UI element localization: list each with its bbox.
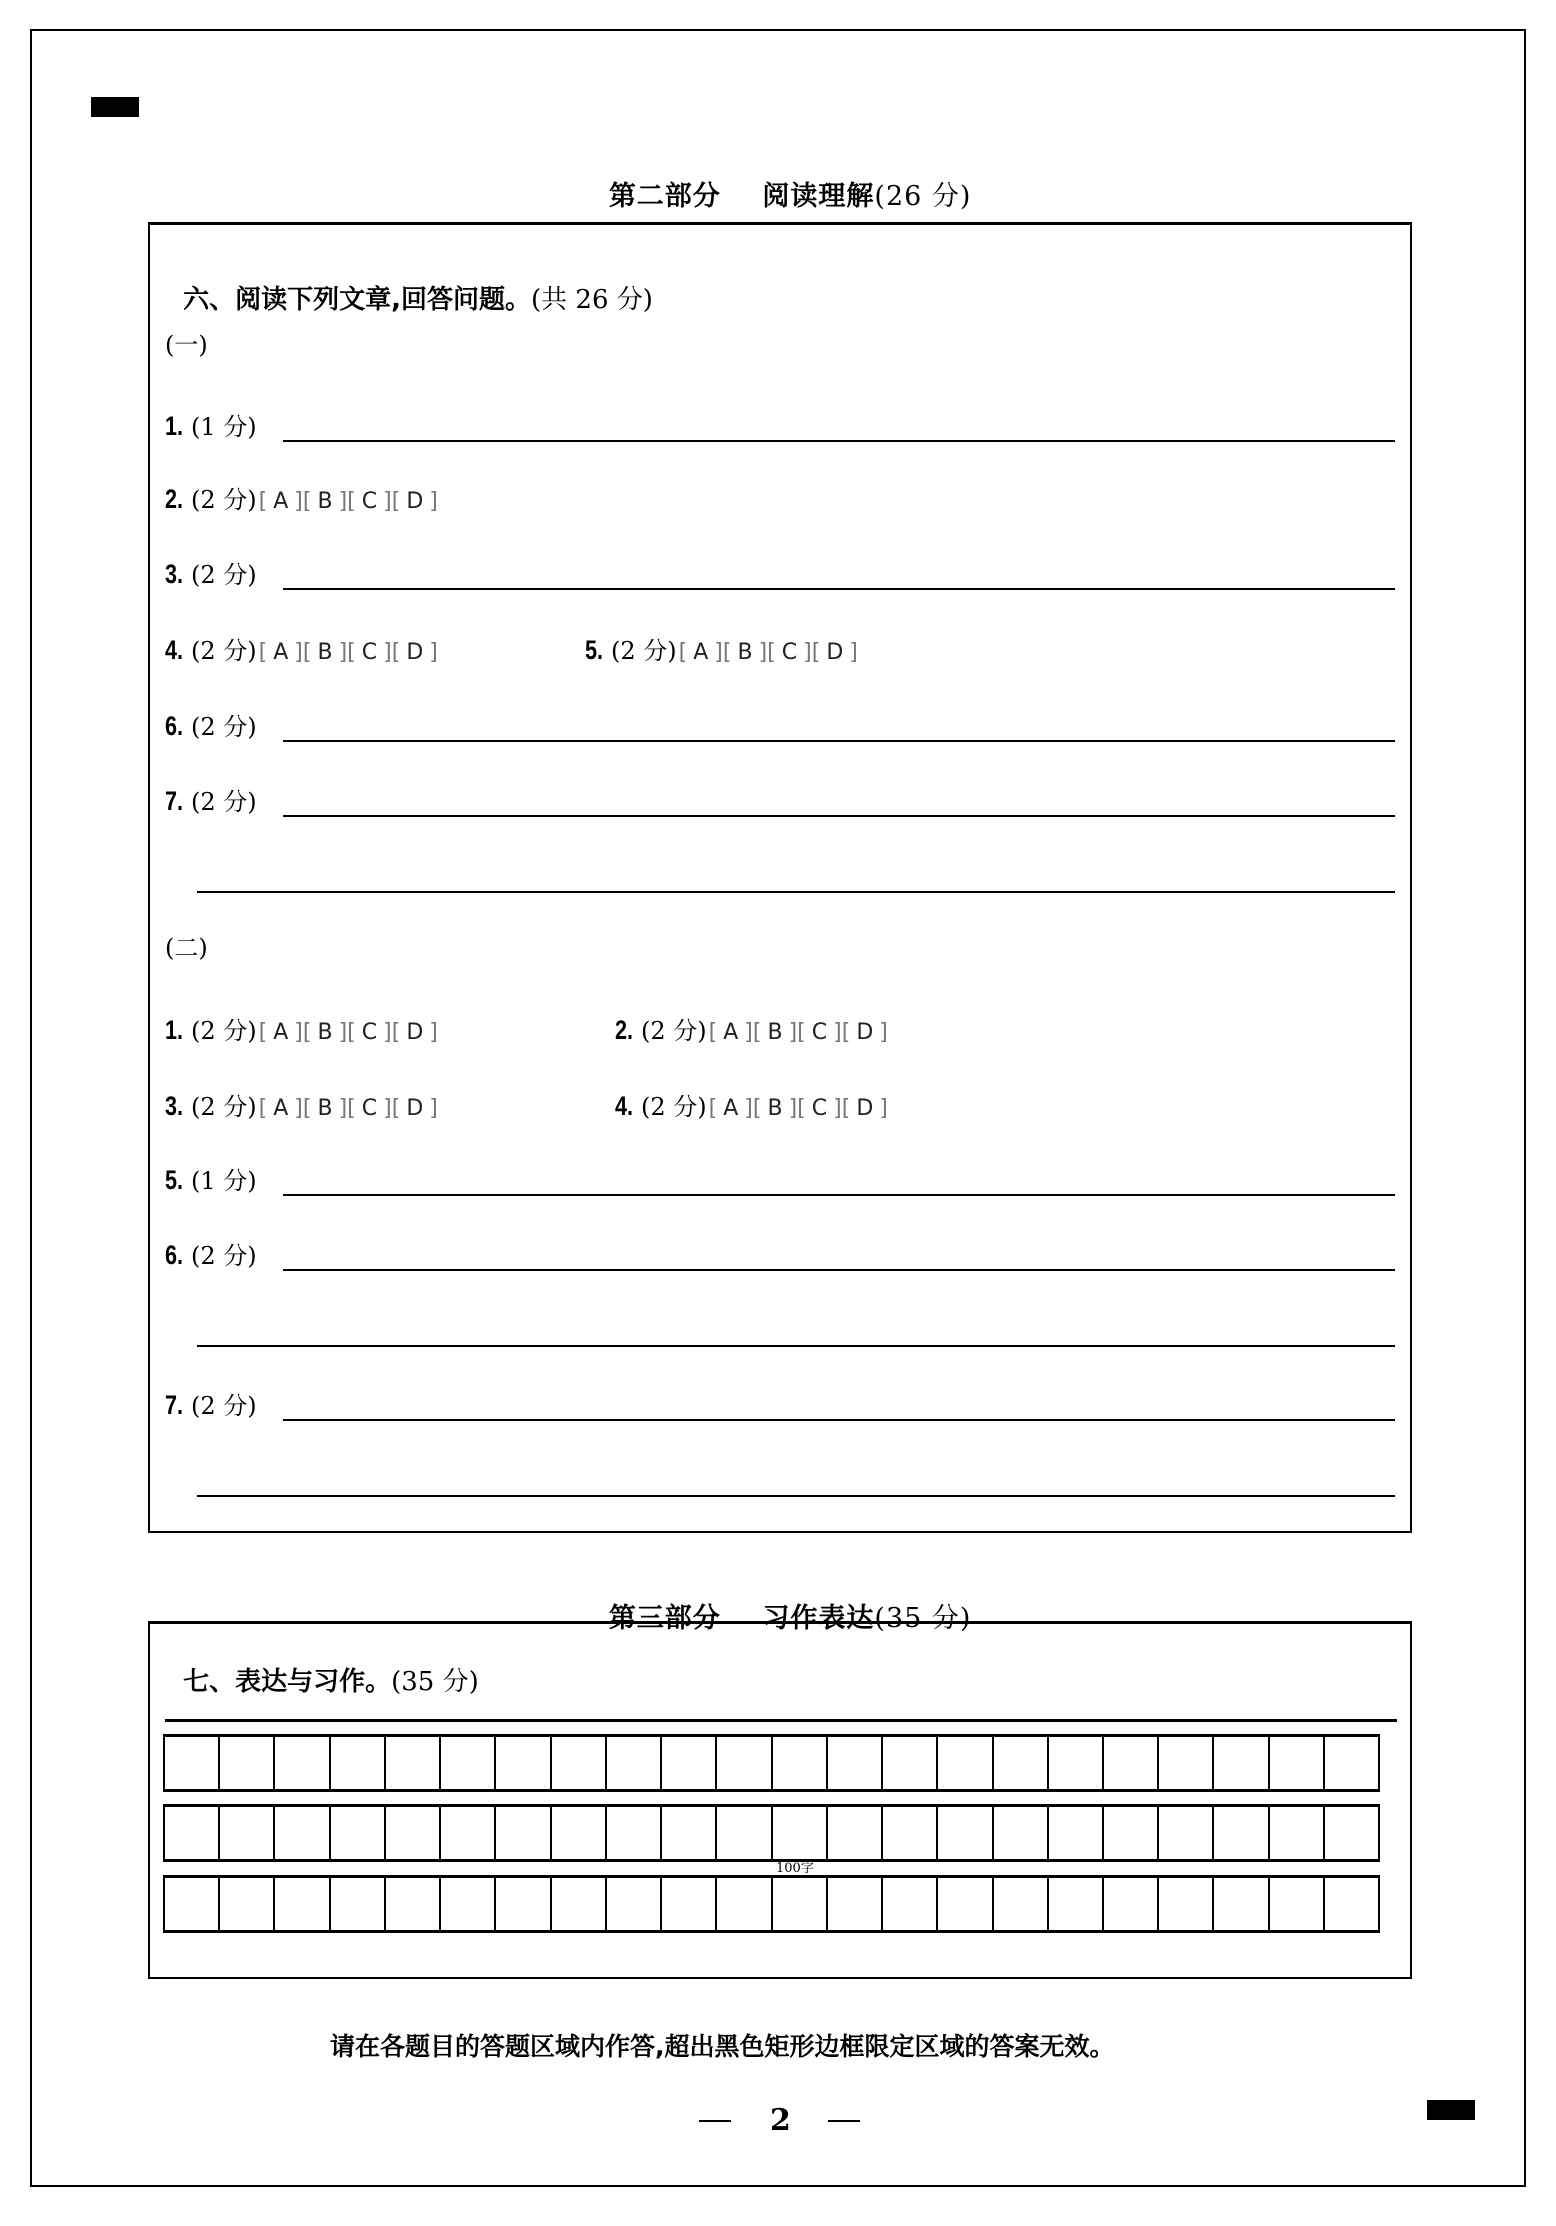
grid-cell[interactable] xyxy=(662,1878,717,1930)
question-number: 6. xyxy=(165,1240,184,1270)
page-number: 2 xyxy=(770,2103,791,2138)
choice-options xyxy=(259,1094,438,1124)
bracket-open: [ xyxy=(258,1096,268,1121)
grid-cell[interactable] xyxy=(607,1807,662,1859)
bracket-close: ] xyxy=(429,1020,438,1045)
part2-heading-label: 第二部分 xyxy=(608,181,721,212)
question-number: 2. xyxy=(165,484,184,514)
choice-option-d[interactable] xyxy=(842,1018,888,1048)
grid-cell[interactable] xyxy=(552,1807,607,1859)
bracket-open: [ xyxy=(841,1096,851,1121)
option-letter: A xyxy=(273,489,289,514)
section6-passage1-question-2 xyxy=(165,484,438,517)
section6-passage2-question-6-answer-line[interactable] xyxy=(283,1269,1395,1271)
option-letter: A xyxy=(273,1020,289,1045)
question-score: (2 分) xyxy=(611,637,677,665)
option-letter: D xyxy=(406,640,424,665)
grid-cell[interactable] xyxy=(1104,1807,1159,1859)
grid-cell[interactable] xyxy=(1270,1807,1325,1859)
grid-cell[interactable] xyxy=(1214,1878,1269,1930)
bracket-open: [ xyxy=(841,1020,851,1045)
bracket-close: ] xyxy=(833,1020,842,1045)
grid-cell[interactable] xyxy=(496,1737,551,1789)
bracket-open: [ xyxy=(678,640,688,665)
section6-passage2-question-7 xyxy=(165,1390,257,1421)
bracket-close: ] xyxy=(338,489,348,514)
grid-cell[interactable] xyxy=(883,1737,938,1789)
grid-cell[interactable] xyxy=(1159,1807,1214,1859)
passage2-label: (二) xyxy=(165,934,208,962)
option-letter: C xyxy=(811,1096,828,1121)
question-score: (2 分) xyxy=(191,637,257,665)
option-letter: C xyxy=(811,1020,828,1045)
section6-passage2-question-1 xyxy=(165,1015,438,1048)
bracket-open: [ xyxy=(767,640,776,665)
grid-cell[interactable] xyxy=(441,1807,496,1859)
section6-passage1-question-3 xyxy=(165,559,257,590)
grid-cell[interactable] xyxy=(1049,1878,1104,1930)
question-score: (2 分) xyxy=(191,788,257,816)
choice-options xyxy=(259,638,438,668)
choice-option-c[interactable] xyxy=(797,1094,842,1124)
choice-option-a[interactable] xyxy=(679,638,723,668)
grid-cell[interactable] xyxy=(773,1737,828,1789)
option-letter: B xyxy=(317,640,333,665)
grid-cell[interactable] xyxy=(662,1737,717,1789)
choice-option-a[interactable] xyxy=(259,1094,303,1124)
grid-row-1 xyxy=(163,1734,1380,1792)
bracket-open: [ xyxy=(391,1020,401,1045)
question-number: 3. xyxy=(165,1091,184,1121)
bracket-close: ] xyxy=(849,640,858,665)
bracket-open: [ xyxy=(752,1020,762,1045)
grid-cell[interactable] xyxy=(938,1807,993,1859)
part3-heading-name: 习作表达 xyxy=(762,1603,875,1634)
choice-option-a[interactable] xyxy=(259,638,303,668)
question-score: (2 分) xyxy=(191,713,257,741)
grid-cell[interactable] xyxy=(717,1878,772,1930)
page-number-dash-right xyxy=(828,2120,860,2122)
section6-passage2-question-4 xyxy=(615,1091,888,1124)
grid-cell[interactable] xyxy=(386,1807,441,1859)
section6-passage2-question-5 xyxy=(165,1165,257,1196)
bracket-close: ] xyxy=(383,1020,392,1045)
choice-option-a[interactable] xyxy=(259,1018,303,1048)
section6-passage1-question-7 xyxy=(165,786,257,817)
word-count-label: 100字 xyxy=(776,1861,814,1876)
bracket-open: [ xyxy=(302,1020,312,1045)
question-number: 7. xyxy=(165,786,184,816)
grid-cell[interactable] xyxy=(773,1878,828,1930)
question-number: 1. xyxy=(165,1015,184,1045)
choice-option-d[interactable] xyxy=(392,638,438,668)
question-number: 4. xyxy=(165,635,184,665)
section6-passage1-question-1 xyxy=(165,411,257,442)
choice-option-c[interactable] xyxy=(797,1018,842,1048)
registration-marker-bottom-right xyxy=(1427,2100,1475,2120)
question-score: (2 分) xyxy=(191,561,257,589)
bracket-close: ] xyxy=(803,640,812,665)
option-letter: A xyxy=(723,1096,739,1121)
grid-cell[interactable] xyxy=(717,1807,772,1859)
grid-cell[interactable] xyxy=(828,1807,883,1859)
bracket-close: ] xyxy=(383,489,392,514)
bracket-close: ] xyxy=(879,1096,888,1121)
grid-cell[interactable] xyxy=(1049,1737,1104,1789)
question-number: 4. xyxy=(615,1091,634,1121)
grid-cell[interactable] xyxy=(1104,1737,1159,1789)
section6-passage2-question-3 xyxy=(165,1091,438,1124)
answer-area-notice: 请在各题目的答题区域内作答,超出黑色矩形边框限定区域的答案无效。 xyxy=(330,2032,1115,2061)
choice-option-a[interactable] xyxy=(259,487,303,517)
grid-cell[interactable] xyxy=(1159,1878,1214,1930)
bracket-close: ] xyxy=(383,640,392,665)
grid-row-2 xyxy=(163,1804,1380,1862)
bracket-open: [ xyxy=(302,489,312,514)
bracket-open: [ xyxy=(258,489,268,514)
part2-heading-name: 阅读理解 xyxy=(762,181,875,212)
question-score: (2 分) xyxy=(191,486,257,514)
choice-option-b[interactable] xyxy=(303,487,347,517)
section7-title xyxy=(165,1637,479,1697)
option-letter: B xyxy=(317,1020,333,1045)
choice-options xyxy=(709,1094,888,1124)
choice-option-b[interactable] xyxy=(753,1018,797,1048)
option-letter: B xyxy=(317,1096,333,1121)
option-letter: B xyxy=(737,640,753,665)
section6-title-points: (共 26 分) xyxy=(531,285,653,315)
bracket-close: ] xyxy=(879,1020,888,1045)
choice-option-d[interactable] xyxy=(812,638,858,668)
bracket-close: ] xyxy=(294,1096,303,1121)
grid-cell[interactable] xyxy=(662,1807,717,1859)
question-number: 6. xyxy=(165,711,184,741)
section6-passage2-question-6 xyxy=(165,1240,257,1271)
bracket-open: [ xyxy=(708,1096,718,1121)
grid-cell[interactable] xyxy=(165,1878,220,1930)
choice-option-d[interactable] xyxy=(392,1018,438,1048)
bracket-open: [ xyxy=(347,640,356,665)
grid-cell[interactable] xyxy=(1159,1737,1214,1789)
grid-cell[interactable] xyxy=(1214,1737,1269,1789)
choice-option-b[interactable] xyxy=(723,638,767,668)
bracket-open: [ xyxy=(347,1096,356,1121)
option-letter: B xyxy=(317,489,333,514)
question-number: 5. xyxy=(585,635,604,665)
bracket-close: ] xyxy=(429,1096,438,1121)
section6-passage2-question-5-answer-line[interactable] xyxy=(283,1194,1395,1196)
question-score: (2 分) xyxy=(191,1392,257,1420)
grid-cell[interactable] xyxy=(1214,1807,1269,1859)
question-number: 3. xyxy=(165,559,184,589)
question-score: (2 分) xyxy=(191,1017,257,1045)
part2-heading xyxy=(588,149,971,213)
choice-option-c[interactable] xyxy=(347,487,392,517)
bracket-close: ] xyxy=(429,489,438,514)
bracket-close: ] xyxy=(294,640,303,665)
grid-cell[interactable] xyxy=(220,1878,275,1930)
bracket-open: [ xyxy=(347,489,356,514)
grid-cell[interactable] xyxy=(220,1807,275,1859)
grid-cell[interactable] xyxy=(275,1807,330,1859)
bracket-open: [ xyxy=(391,1096,401,1121)
bracket-close: ] xyxy=(788,1020,798,1045)
grid-cell[interactable] xyxy=(552,1737,607,1789)
section6-passage2-question-7-answer-line-2[interactable] xyxy=(197,1495,1395,1497)
bracket-open: [ xyxy=(391,640,401,665)
grid-cell[interactable] xyxy=(496,1807,551,1859)
answer-region-section6 xyxy=(148,222,1412,1533)
section6-passage2-question-2 xyxy=(615,1015,888,1048)
option-letter: D xyxy=(406,489,424,514)
bracket-open: [ xyxy=(258,640,268,665)
question-score: (2 分) xyxy=(191,1242,257,1270)
choice-option-a[interactable] xyxy=(709,1018,753,1048)
grid-cell[interactable] xyxy=(938,1878,993,1930)
grid-cell[interactable] xyxy=(552,1878,607,1930)
grid-cell[interactable] xyxy=(717,1737,772,1789)
bracket-open: [ xyxy=(811,640,821,665)
grid-cell[interactable] xyxy=(386,1737,441,1789)
option-letter: A xyxy=(273,1096,289,1121)
registration-marker-top-left xyxy=(91,97,139,117)
bracket-close: ] xyxy=(714,640,723,665)
option-letter: D xyxy=(406,1020,424,1045)
grid-cell[interactable] xyxy=(1104,1878,1159,1930)
question-number: 1. xyxy=(165,411,184,441)
section6-passage1-question-6-answer-line[interactable] xyxy=(283,740,1395,742)
grid-cell[interactable] xyxy=(1049,1807,1104,1859)
grid-cell[interactable] xyxy=(275,1737,330,1789)
bracket-open: [ xyxy=(347,1020,356,1045)
option-letter: C xyxy=(781,640,798,665)
option-letter: A xyxy=(273,640,289,665)
bracket-open: [ xyxy=(708,1020,718,1045)
grid-cell[interactable] xyxy=(165,1737,220,1789)
section6-passage2-question-6-answer-line-2[interactable] xyxy=(197,1345,1395,1347)
grid-cell[interactable] xyxy=(883,1807,938,1859)
bracket-close: ] xyxy=(429,640,438,665)
bracket-close: ] xyxy=(383,1096,392,1121)
bracket-close: ] xyxy=(744,1096,753,1121)
grid-cell[interactable] xyxy=(275,1878,330,1930)
grid-cell[interactable] xyxy=(331,1737,386,1789)
option-letter: C xyxy=(361,489,378,514)
bracket-close: ] xyxy=(338,640,348,665)
section6-title-text: 六、阅读下列文章,回答问题。 xyxy=(183,285,531,315)
passage1-label: (一) xyxy=(165,331,208,359)
question-number: 2. xyxy=(615,1015,634,1045)
section6-passage1-question-5 xyxy=(585,635,858,668)
choice-option-c[interactable] xyxy=(347,1094,392,1124)
bracket-close: ] xyxy=(758,640,768,665)
section6-passage1-question-1-answer-line[interactable] xyxy=(283,440,1395,442)
section7-title-answer-line[interactable] xyxy=(165,1719,1397,1722)
section6-passage1-question-6 xyxy=(165,711,257,742)
grid-cell[interactable] xyxy=(331,1807,386,1859)
question-number: 5. xyxy=(165,1165,184,1195)
choice-options xyxy=(709,1018,888,1048)
choice-option-c[interactable] xyxy=(767,638,812,668)
bracket-open: [ xyxy=(302,1096,312,1121)
choice-option-b[interactable] xyxy=(303,1018,347,1048)
option-letter: D xyxy=(406,1096,424,1121)
question-number: 7. xyxy=(165,1390,184,1420)
choice-options xyxy=(679,638,858,668)
option-letter: C xyxy=(361,1096,378,1121)
bracket-open: [ xyxy=(797,1020,806,1045)
grid-cell[interactable] xyxy=(828,1878,883,1930)
bracket-close: ] xyxy=(294,1020,303,1045)
choice-option-c[interactable] xyxy=(347,638,392,668)
choice-option-c[interactable] xyxy=(347,1018,392,1048)
option-letter: D xyxy=(826,640,844,665)
bracket-open: [ xyxy=(722,640,732,665)
choice-options xyxy=(259,487,438,517)
option-letter: B xyxy=(767,1096,783,1121)
grid-cell[interactable] xyxy=(165,1807,220,1859)
section6-passage1-question-7-answer-line[interactable] xyxy=(283,815,1395,817)
bracket-close: ] xyxy=(788,1096,798,1121)
choice-option-d[interactable] xyxy=(392,487,438,517)
grid-cell[interactable] xyxy=(994,1878,1049,1930)
option-letter: C xyxy=(361,640,378,665)
question-score: (2 分) xyxy=(191,1093,257,1121)
option-letter: D xyxy=(856,1096,874,1121)
option-letter: C xyxy=(361,1020,378,1045)
option-letter: A xyxy=(693,640,709,665)
bracket-open: [ xyxy=(302,640,312,665)
choice-option-b[interactable] xyxy=(303,1094,347,1124)
part3-heading-points: (35 分) xyxy=(874,1603,972,1634)
bracket-open: [ xyxy=(752,1096,762,1121)
grid-row-3 xyxy=(163,1875,1380,1933)
grid-cell[interactable] xyxy=(607,1878,662,1930)
section7-title-text: 七、表达与习作。 xyxy=(183,1667,392,1697)
grid-cell[interactable] xyxy=(1270,1878,1325,1930)
option-letter: B xyxy=(767,1020,783,1045)
bracket-open: [ xyxy=(797,1096,806,1121)
part2-heading-points: (26 分) xyxy=(874,181,972,212)
choice-option-d[interactable] xyxy=(392,1094,438,1124)
grid-cell[interactable] xyxy=(496,1878,551,1930)
question-score: (2 分) xyxy=(641,1017,707,1045)
choice-option-a[interactable] xyxy=(709,1094,753,1124)
section6-title xyxy=(165,255,653,315)
part3-heading-label: 第三部分 xyxy=(608,1603,721,1634)
grid-cell[interactable] xyxy=(441,1878,496,1930)
grid-cell[interactable] xyxy=(994,1737,1049,1789)
grid-cell[interactable] xyxy=(994,1807,1049,1859)
section6-passage1-question-7-answer-line-2[interactable] xyxy=(197,891,1395,893)
question-score: (2 分) xyxy=(641,1093,707,1121)
grid-cell[interactable] xyxy=(1270,1737,1325,1789)
grid-cell[interactable] xyxy=(220,1737,275,1789)
grid-cell[interactable] xyxy=(1325,1737,1380,1789)
grid-cell[interactable] xyxy=(386,1878,441,1930)
section6-passage1-question-3-answer-line[interactable] xyxy=(283,588,1395,590)
bracket-close: ] xyxy=(338,1020,348,1045)
grid-cell[interactable] xyxy=(828,1737,883,1789)
grid-cell[interactable] xyxy=(441,1737,496,1789)
bracket-close: ] xyxy=(294,489,303,514)
grid-cell[interactable] xyxy=(938,1737,993,1789)
section6-passage2-question-7-answer-line[interactable] xyxy=(283,1419,1395,1421)
option-letter: D xyxy=(856,1020,874,1045)
bracket-open: [ xyxy=(258,1020,268,1045)
choice-option-b[interactable] xyxy=(303,638,347,668)
page-number-dash-left xyxy=(699,2120,731,2122)
choice-option-b[interactable] xyxy=(753,1094,797,1124)
grid-cell[interactable] xyxy=(331,1878,386,1930)
grid-cell[interactable] xyxy=(607,1737,662,1789)
option-letter: A xyxy=(723,1020,739,1045)
question-score: (1 分) xyxy=(191,413,257,441)
bracket-close: ] xyxy=(833,1096,842,1121)
grid-cell[interactable] xyxy=(1325,1807,1380,1859)
grid-cell[interactable] xyxy=(883,1878,938,1930)
grid-cell[interactable] xyxy=(1325,1878,1380,1930)
choice-option-d[interactable] xyxy=(842,1094,888,1124)
bracket-open: [ xyxy=(391,489,401,514)
section7-title-points: (35 分) xyxy=(391,1667,479,1697)
bracket-close: ] xyxy=(338,1096,348,1121)
choice-options xyxy=(259,1018,438,1048)
bracket-close: ] xyxy=(744,1020,753,1045)
question-score: (1 分) xyxy=(191,1167,257,1195)
grid-cell[interactable] xyxy=(773,1807,828,1859)
section6-passage1-question-4 xyxy=(165,635,438,668)
